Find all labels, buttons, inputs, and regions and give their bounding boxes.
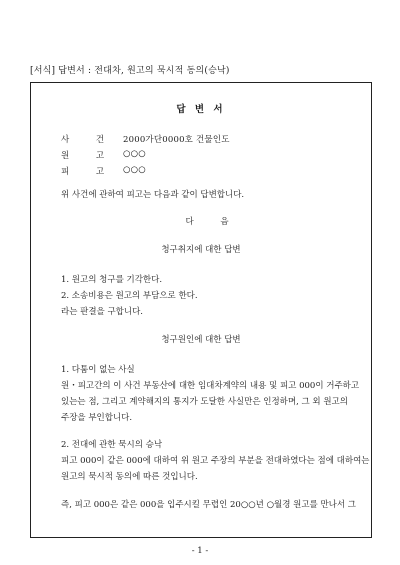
party-value: ○○○ xyxy=(123,149,146,159)
document-title: 답 변 서 xyxy=(176,104,226,115)
document-page xyxy=(30,82,372,538)
cause-heading: 청구원인에 대한 답변 xyxy=(161,335,241,345)
party-label: 피 고 xyxy=(61,167,117,177)
cause-item2-continued: 즉, 피고 000은 같은 000을 입주시킬 무렵인 20○○년 ○월경 원고를 만나서 그 xyxy=(61,500,357,510)
purpose-line-3: 라는 판결을 구합니다. xyxy=(61,307,144,317)
page-number: - 1 - xyxy=(191,546,209,556)
form-caption: [서식] 답변서 : 전대차, 원고의 묵시적 동의(승낙) xyxy=(30,66,230,76)
cause-item2-line-2: 원고의 묵시적 동의에 따른 것입니다. xyxy=(61,472,198,482)
party-label: 원 고 xyxy=(61,151,117,161)
cause-item1-line-1: 원・피고간의 이 사건 부동산에 대한 임대차계약의 내용 및 피고 000이 거주하고 xyxy=(61,381,360,391)
cause-item1-line-2: 있는는 점, 그리고 계약해지의 통지가 도달한 사실만은 인정하며, 그 외 원고의 xyxy=(61,397,348,407)
cause-item1-heading: 1. 다툼이 없는 사실 xyxy=(61,365,135,375)
party-value: ○○○ xyxy=(123,165,146,175)
cause-item1-line-3: 주장을 부인합니다. xyxy=(61,413,133,423)
cause-item2-heading: 2. 전대에 관한 묵시의 승낙 xyxy=(61,440,163,450)
purpose-heading: 청구취지에 대한 답변 xyxy=(161,245,241,255)
intro-text: 위 사건에 관하여 피고는 다음과 같이 답변합니다. xyxy=(61,190,245,200)
heading-next: 다 음 xyxy=(185,217,241,227)
cause-item2-line-1: 피고 000이 같은 000에 대하여 위 원고 주장의 부분을 전대하였다는 점에 대하여는 xyxy=(61,456,370,466)
purpose-line-1: 1. 원고의 청구를 기각한다. xyxy=(61,275,163,285)
purpose-line-2: 2. 소송비용은 원고의 부담으로 한다. xyxy=(61,291,198,301)
party-value: 2000가단0000호 건물인도 xyxy=(123,135,230,145)
party-row-plaintiff xyxy=(61,149,146,161)
party-row-defendant xyxy=(61,165,146,177)
party-row-case xyxy=(61,133,230,145)
party-label: 사 건 xyxy=(61,135,117,145)
